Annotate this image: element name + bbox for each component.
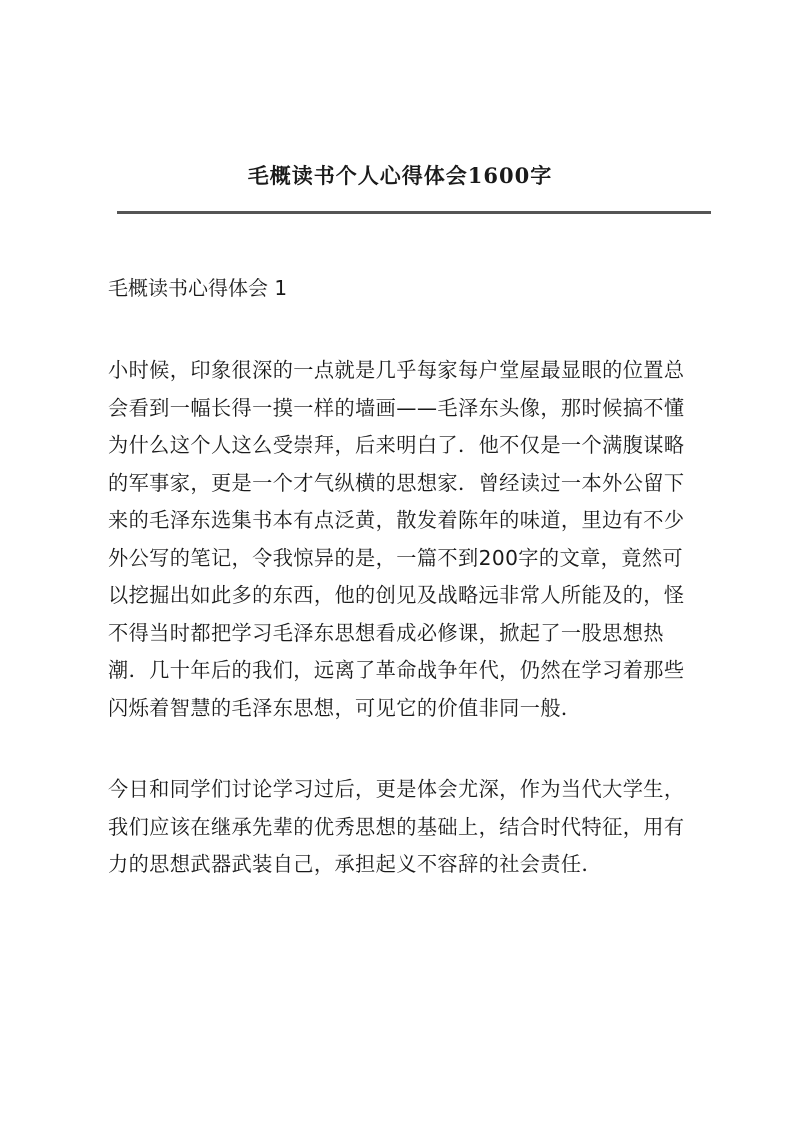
document-body — [108, 268, 708, 928]
paragraph-line: 潮．几十年后的我们，远离了革命战争年代，仍然在学习着那些 — [108, 658, 685, 682]
title-divider — [117, 211, 711, 214]
paragraph-line: 会看到一幅长得一摸一样的墙画——毛泽东头像，那时候搞不懂 — [108, 395, 685, 420]
paragraph-line: 的军事家，更是一个才气纵横的思想家．曾经读过一本外公留下 — [108, 470, 685, 495]
paragraph-line: 为什么这个人这么受崇拜，后来明白了．他不仅是一个满腹谋略 — [108, 433, 685, 457]
paragraph-line: 外公写的笔记，令我惊异的是，一篇不到200字的文章，竟然可 — [108, 545, 684, 570]
paragraph-1 — [108, 352, 708, 727]
paragraph-2 — [108, 771, 708, 884]
paragraph-line: 不得当时都把学习毛泽东思想看成必修课，掀起了一股思想热 — [108, 620, 664, 645]
paragraph-line: 来的毛泽东选集书本有点泛黄，散发着陈年的味道，里边有不少 — [108, 508, 685, 532]
paragraph-line: 小时候，印象很深的一点就是几乎每家每户堂屋最显眼的位置总 — [108, 358, 685, 382]
paragraph-line: 我们应该在继承先辈的优秀思想的基础上，结合时代特征，用有 — [108, 814, 685, 839]
paragraph-line: 以挖掘出如此多的东西，他的创见及战略远非常人所能及的，怪 — [108, 583, 685, 607]
document-title: 毛概读书个人心得体会1600字 — [247, 163, 553, 188]
paragraph-line: 力的思想武器武装自己，承担起义不容辞的社会责任． — [108, 852, 603, 876]
section-heading: 毛概读书心得体会 1 — [108, 276, 288, 300]
paragraph-line: 闪烁着智慧的毛泽东思想，可见它的价值非同一般． — [108, 695, 582, 720]
paragraph-line: 今日和同学们讨论学习过后，更是体会尤深，作为当代大学生， — [108, 777, 685, 801]
